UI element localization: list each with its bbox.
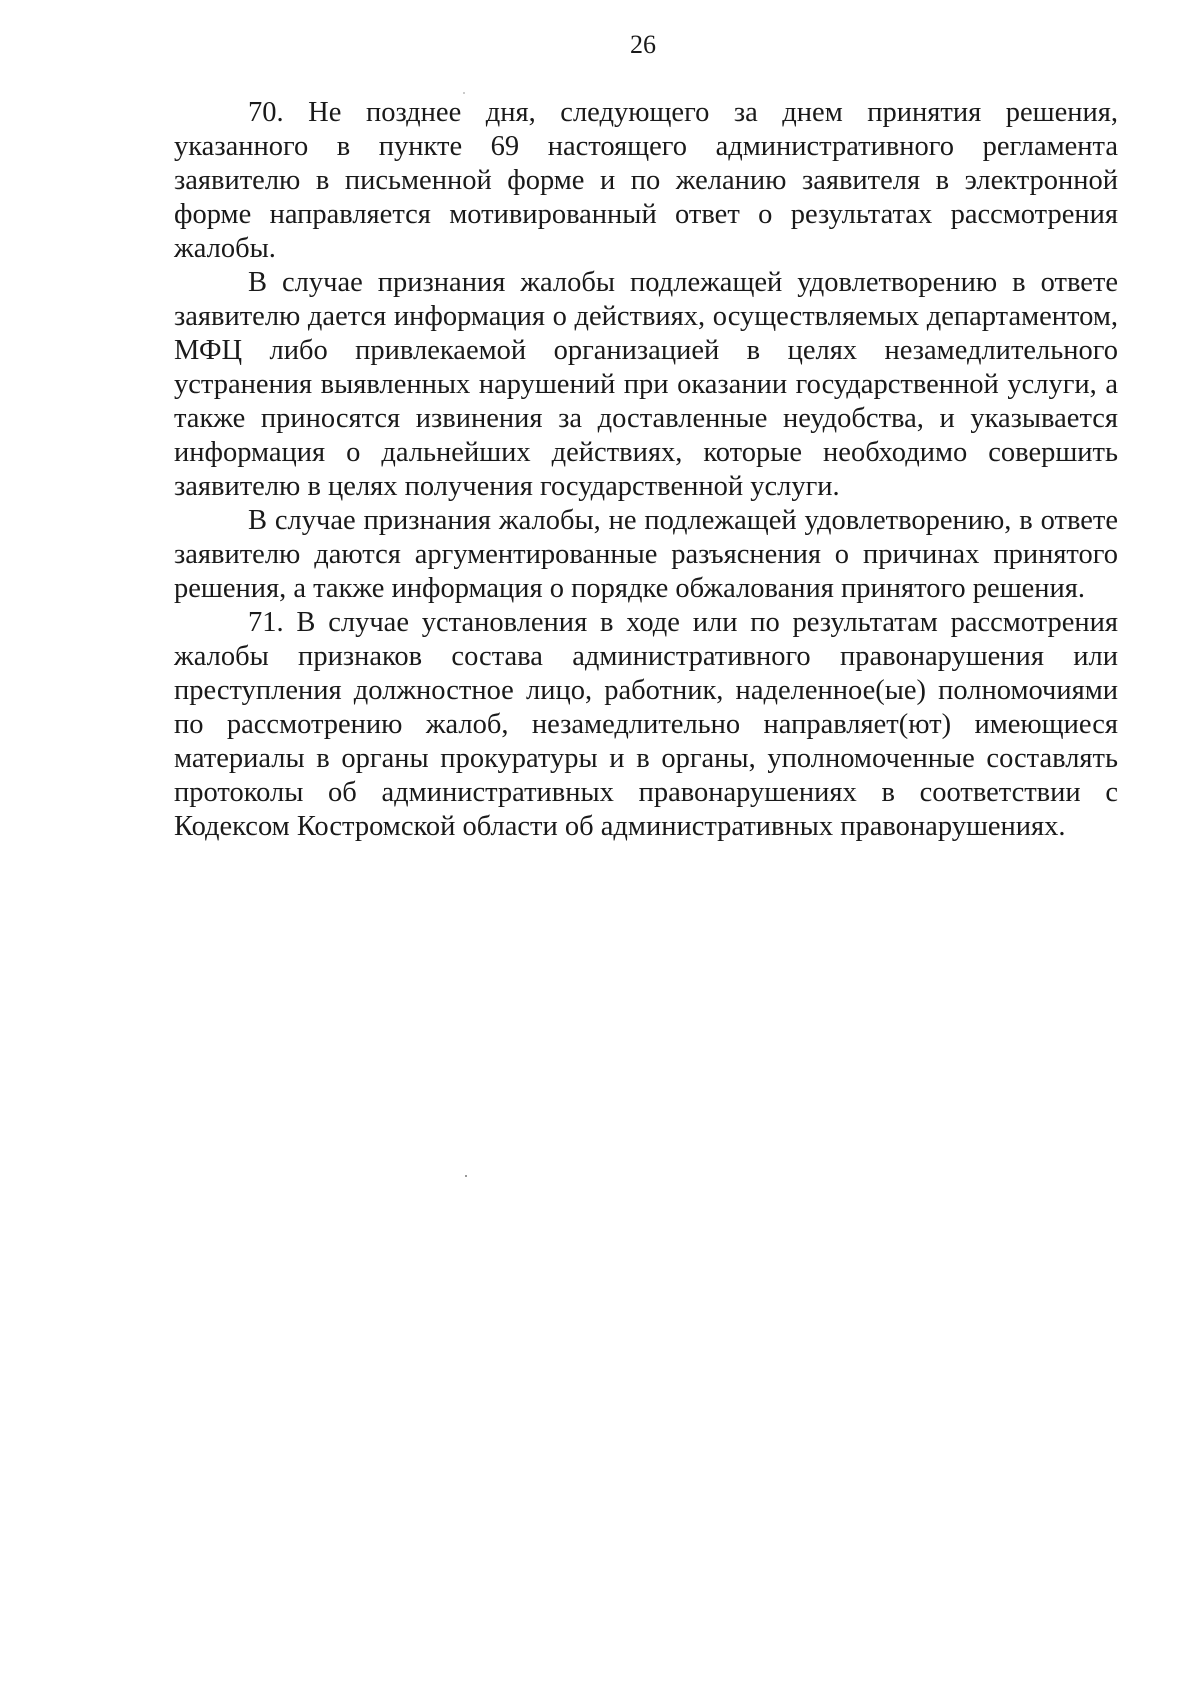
page-number: 26 bbox=[630, 30, 656, 59]
paragraph-rejected-complaint: В случае признания жалобы, не подлежащей удовлетворению, в ответе заявителю даются аргументированные разъяснения о причинах принятого решения, а также информация о порядке обжалования принятого решения. bbox=[174, 505, 1118, 604]
scan-speck bbox=[465, 1175, 467, 1177]
paragraph-70: 70. Не позднее дня, следующего за днем принятия решения, указанного в пункте 69 настоящего административного регламента заявителю в письменной форме и по желанию заявителя в электронной форме направляется мотивированный ответ о результатах рассмотрения жалобы. bbox=[174, 97, 1118, 264]
scan-speck bbox=[463, 92, 465, 94]
paragraph-satisfied-complaint: В случае признания жалобы подлежащей удовлетворению в ответе заявителю дается информация о действиях, осуществляемых департаментом, МФЦ либо привлекаемой организацией в целях незамедлительного устранения выявленных нарушений при оказании государственной услуги, а также приносятся извинения за доставленные неудобства, и указывается информация о дальнейших действиях, которые необходимо совершить заявителю в целях получения государственной услуги. bbox=[174, 267, 1118, 502]
paragraph-71: 71. В случае установления в ходе или по результатам рассмотрения жалобы признаков состава административного правонарушения или преступления должностное лицо, работник, наделенное(ые) полномочиями по рассмотрению жалоб, незамедлительно направляет(ют) имеющиеся материалы в органы прокуратуры и в органы, уполномоченные составлять протоколы об административных правонарушениях в соответствии с Кодексом Костромской области об административных правонарушениях. bbox=[174, 607, 1118, 842]
document-body bbox=[174, 96, 1118, 844]
